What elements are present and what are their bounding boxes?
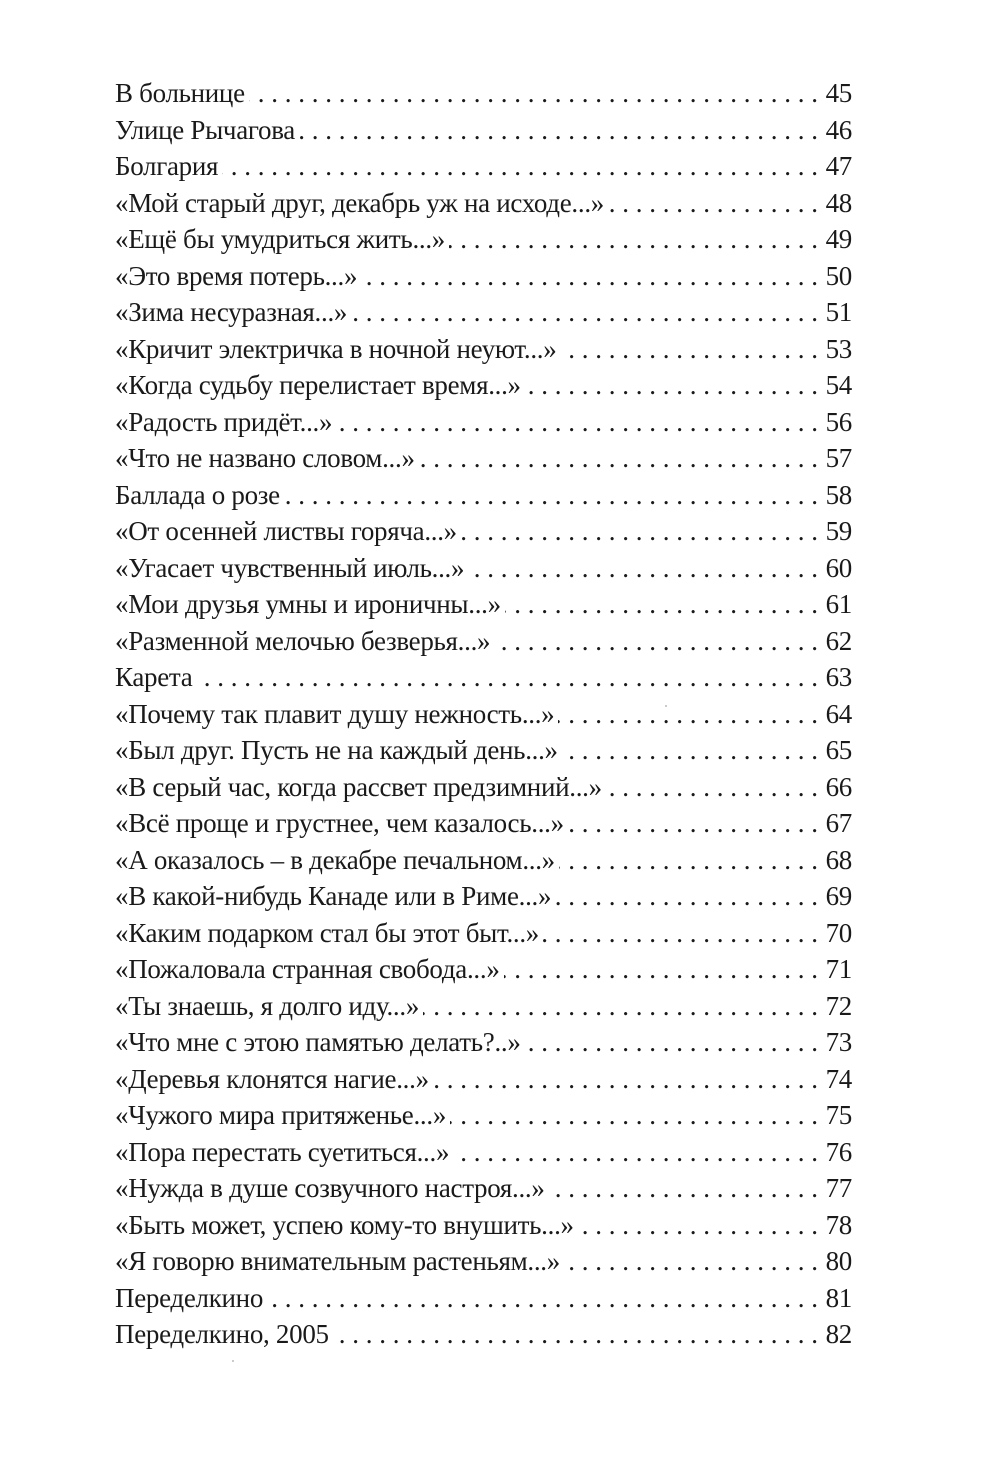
toc-entry: [115, 294, 852, 331]
toc-entry-title: «Ты знаешь, я долго иду...»: [115, 990, 420, 1021]
dot-leader: [450, 1097, 818, 1134]
toc-entry: [115, 988, 852, 1025]
toc-entry-title: В больнице: [115, 78, 245, 108]
toc-entry-page: 70: [825, 917, 852, 948]
dot-leader: [505, 586, 818, 623]
toc-entry: [115, 586, 852, 623]
toc-entry-title: «Радость придёт...»: [115, 406, 333, 437]
toc-entry-page: 54: [825, 370, 852, 400]
toc-entry: [115, 75, 852, 112]
toc-entry: [115, 185, 852, 222]
toc-entry: [115, 221, 852, 258]
dot-leader: [578, 1207, 818, 1244]
toc-entry-page: 82: [825, 1319, 852, 1349]
toc-entry: [115, 404, 852, 441]
dot-leader: [361, 258, 818, 295]
dot-leader: [267, 1280, 818, 1317]
dot-leader: [299, 112, 818, 149]
toc-entry: [115, 148, 852, 185]
dot-leader: [564, 1243, 818, 1280]
toc-entry-title: Болгария: [115, 151, 219, 181]
dot-leader: [284, 477, 818, 514]
toc-entry: [115, 732, 852, 769]
toc-entry: [115, 331, 852, 368]
toc-entry-page: 74: [825, 1063, 852, 1094]
toc-entry: [115, 659, 852, 696]
toc-entry: [115, 951, 852, 988]
toc-entry-page: 75: [825, 1100, 852, 1130]
toc-entry-page: 78: [825, 1209, 852, 1240]
toc-entry: [115, 1097, 852, 1134]
dot-leader: [549, 1170, 818, 1207]
toc-entry-title: «Почему так плавит душу нежность...»: [115, 698, 555, 729]
toc-entry: [115, 258, 852, 295]
toc-entry-title: «Всё проще и грустнее, чем казалось...»: [115, 808, 564, 838]
toc-entry-page: 49: [825, 224, 852, 254]
toc-entry-title: «Ещё бы умудриться жить...»: [115, 224, 445, 254]
toc-entry-page: 76: [825, 1136, 852, 1167]
dot-leader: [249, 75, 818, 112]
toc-entry: [115, 513, 852, 550]
dot-leader: [449, 221, 818, 258]
toc-entry-page: 73: [825, 1027, 852, 1057]
toc-entry-title: Переделкино, 2005: [115, 1319, 329, 1349]
dot-leader: [419, 440, 818, 477]
toc-entry-page: 50: [825, 260, 852, 291]
toc-entry-page: 80: [825, 1246, 852, 1276]
toc-entry-page: 64: [825, 698, 852, 729]
toc-entry-title: Улице Рычагова: [115, 114, 295, 145]
dot-leader: [336, 404, 818, 441]
toc-entry-title: «Разменной мелочью безверья...»: [115, 625, 491, 656]
toc-entry-title: «Был друг. Пусть не на каждый день...»: [115, 735, 558, 765]
toc-entry-page: 51: [825, 297, 852, 327]
toc-entry-title: «Кричит электричка в ночной неуют...»: [115, 333, 557, 364]
toc-entry-page: 62: [825, 625, 852, 656]
toc-entry-title: «Что не названо словом...»: [115, 443, 415, 473]
dot-leader: [504, 951, 818, 988]
toc-entry-page: 71: [825, 954, 852, 984]
dot-leader: [196, 659, 818, 696]
toc-entry-title: «Каким подарком стал бы этот быт...»: [115, 917, 540, 948]
toc-entry-page: 59: [825, 516, 852, 546]
toc-entry-title: Переделкино: [115, 1282, 264, 1313]
toc-entry-page: 48: [825, 187, 852, 218]
toc-entry: [115, 367, 852, 404]
toc-entry-page: 45: [825, 78, 852, 108]
toc-entry-title: «Чужого мира притяженье...»: [115, 1100, 447, 1130]
dot-leader: [606, 769, 818, 806]
dot-leader: [333, 1316, 818, 1353]
toc-entry: [115, 1280, 852, 1317]
toc-entry-page: 57: [825, 443, 852, 473]
table-of-contents: [115, 75, 852, 1353]
toc-entry-page: 58: [825, 479, 852, 510]
toc-entry-title: «Что мне с этою памятью делать?..»: [115, 1027, 521, 1057]
toc-entry: [115, 1061, 852, 1098]
toc-entry-title: «Деревья клонятся нагие...»: [115, 1063, 429, 1094]
toc-entry-page: 81: [825, 1282, 852, 1313]
dot-leader: [560, 331, 818, 368]
dot-leader: [608, 185, 818, 222]
toc-entry-page: 46: [825, 114, 852, 145]
dot-leader: [222, 148, 818, 185]
toc-entry-page: 60: [825, 552, 852, 583]
toc-entry-title: «А оказалось – в декабре печальном...»: [115, 844, 555, 875]
toc-entry-page: 69: [825, 881, 852, 911]
toc-entry-page: 61: [825, 589, 852, 619]
dot-leader: [468, 550, 818, 587]
toc-entry: [115, 1316, 852, 1353]
toc-entry: [115, 1207, 852, 1244]
toc-entry: [115, 477, 852, 514]
toc-entry-title: «Мои друзья умны и ироничны...»: [115, 589, 501, 619]
toc-entry-title: «Когда судьбу перелистает время...»: [115, 370, 521, 400]
scan-speck: [665, 705, 667, 707]
dot-leader: [433, 1061, 818, 1098]
toc-entry: [115, 769, 852, 806]
toc-entry-title: «Быть может, успею кому-то внушить...»: [115, 1209, 574, 1240]
toc-entry-title: Карета: [115, 662, 193, 692]
toc-entry-title: «Мой старый друг, декабрь уж на исходе...»: [115, 187, 604, 218]
dot-leader: [423, 988, 818, 1025]
dot-leader: [351, 294, 818, 331]
toc-entry-page: 56: [825, 406, 852, 437]
dot-leader: [555, 878, 818, 915]
toc-entry-page: 63: [825, 662, 852, 692]
toc-entry-page: 53: [825, 333, 852, 364]
toc-entry-title: «От осенней листвы горяча...»: [115, 516, 457, 546]
toc-entry: [115, 1024, 852, 1061]
toc-entry: [115, 915, 852, 952]
toc-entry-title: «Пожаловала странная свобода...»: [115, 954, 500, 984]
toc-entry-page: 77: [825, 1173, 852, 1203]
dot-leader: [453, 1134, 818, 1171]
toc-entry-page: 72: [825, 990, 852, 1021]
dot-leader: [525, 1024, 818, 1061]
toc-entry-title: «Пора перестать суетиться...»: [115, 1136, 450, 1167]
toc-entry-page: 67: [825, 808, 852, 838]
toc-entry-title: «Нужда в душе созвучного настроя...»: [115, 1173, 545, 1203]
dot-leader: [525, 367, 818, 404]
dot-leader: [558, 696, 818, 733]
toc-entry-page: 47: [825, 151, 852, 181]
toc-entry-title: «В серый час, когда рассвет предзимний...»: [115, 771, 602, 802]
dot-leader: [562, 732, 818, 769]
toc-entry-title: «В какой-нибудь Канаде или в Риме...»: [115, 881, 552, 911]
toc-entry: [115, 1134, 852, 1171]
dot-leader: [543, 915, 818, 952]
dot-leader: [494, 623, 818, 660]
toc-entry: [115, 696, 852, 733]
toc-entry-title: «Угасает чувственный июль...»: [115, 552, 465, 583]
toc-entry-title: «Это время потерь...»: [115, 260, 358, 291]
toc-entry: [115, 842, 852, 879]
toc-entry: [115, 1170, 852, 1207]
dot-leader: [559, 842, 818, 879]
toc-entry: [115, 1243, 852, 1280]
toc-entry: [115, 550, 852, 587]
toc-entry-page: 68: [825, 844, 852, 875]
toc-entry: [115, 440, 852, 477]
toc-entry: [115, 112, 852, 149]
dot-leader: [461, 513, 818, 550]
toc-entry: [115, 878, 852, 915]
toc-entry-title: «Зима несуразная...»: [115, 297, 348, 327]
toc-entry: [115, 805, 852, 842]
toc-entry-title: Баллада о розе: [115, 479, 280, 510]
toc-entry-title: «Я говорю внимательным растеньям...»: [115, 1246, 560, 1276]
toc-entry: [115, 623, 852, 660]
toc-entry-page: 65: [825, 735, 852, 765]
toc-entry-page: 66: [825, 771, 852, 802]
scan-speck: [232, 1360, 234, 1362]
dot-leader: [568, 805, 818, 842]
